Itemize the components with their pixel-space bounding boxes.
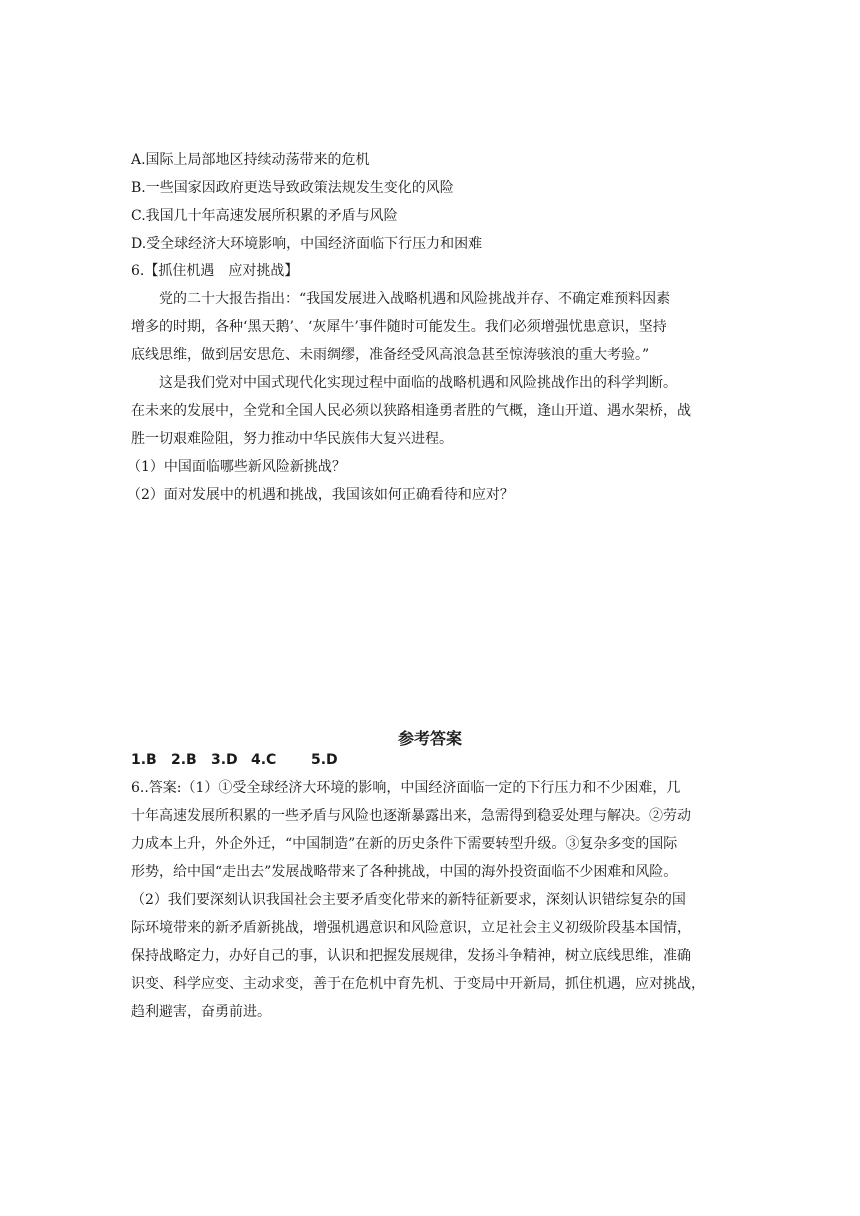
- sub-question-1: （1）中国面临哪些新风险新挑战？: [127, 459, 346, 475]
- answer-2: 2.B: [171, 752, 197, 768]
- answer-6-line: 力成本上升，外企外迁，“中国制造”在新的历史条件下需要转型升级。③复杂多变的国际: [131, 836, 678, 852]
- question-6: [127, 257, 731, 509]
- question-6-title: 6.【抓住机遇 应对挑战】: [131, 263, 299, 279]
- answer-6-line: 趋利避害，奋勇前进。: [131, 1004, 271, 1020]
- paragraph-2-line: 这是我们党对中国式现代化实现过程中面临的战略机遇和风险挑战作出的科学判断。: [159, 375, 677, 391]
- answer-5: 5.D: [311, 752, 338, 768]
- answer-6-line: 保持战略定力，办好自己的事，认识和把握发展规律，发扬斗争精神，树立底线思维，准确: [131, 948, 691, 964]
- answer-6-line: 形势，给中国“走出去”发展战略带来了各种挑战，中国的海外投资面临不少困难和风险。: [131, 864, 678, 880]
- answer-3: 3.D: [211, 752, 238, 768]
- option-d: D.受全球经济大环境影响，中国经济面临下行压力和困难: [131, 236, 483, 252]
- question-6-paragraph-1: [131, 285, 731, 369]
- paragraph-2-line: 胜一切艰难险阻，努力推动中华民族伟大复兴进程。: [131, 431, 453, 447]
- question-6-paragraph-2: [131, 369, 731, 453]
- option-c: C.我国几十年高速发展所积累的矛盾与风险: [131, 208, 398, 224]
- answer-6-line: 6..答案:（1）①受全球经济大环境的影响，中国经济面临一定的下行压力和不少困难，几: [131, 780, 681, 796]
- paragraph-1-line: 增多的时期，各种‘黑天鹅’、‘灰犀牛’事件随时可能发生。我们必须增强忧患意识，坚持: [131, 319, 667, 335]
- answer-4: 4.C: [251, 752, 277, 768]
- paragraph-2-line: 在未来的发展中，全党和全国人民必须以狭路相逢勇者胜的气概，逢山开道、遇水架桥，战: [131, 403, 691, 419]
- option-b: B.一些国家因政府更迭导致政策法规发生变化的风险: [131, 180, 454, 196]
- answer-6: [131, 774, 731, 1026]
- paragraph-1-line: 底线思维，做到居安思危、未雨绸缪，准备经受风高浪急甚至惊涛骇浪的重大考验。”: [131, 347, 650, 363]
- sub-question-2: （2）面对发展中的机遇和挑战，我国该如何正确看待和应对？: [127, 487, 514, 503]
- answer-6-line: （2）我们要深刻认识我国社会主要矛盾变化带来的新特征新要求，深刻认识错综复杂的国: [131, 892, 686, 908]
- option-a: A.国际上局部地区持续动荡带来的危机: [131, 152, 370, 168]
- answer-6-line: 识变、科学应变、主动求变，善于在危机中育先机、于变局中开新局，抓住机遇，应对挑战，: [131, 976, 705, 992]
- answer-1: 1.B: [131, 752, 157, 768]
- answer-options: [131, 146, 731, 258]
- answer-6-line: 际环境带来的新矛盾新挑战，增强机遇意识和风险意识，立足社会主义初级阶段基本国情，: [131, 920, 691, 936]
- paragraph-1-line: 党的二十大报告指出：“我国发展进入战略机遇和风险挑战并存、不确定难预料因素: [159, 291, 671, 307]
- answer-heading: 参考答案: [397, 729, 462, 748]
- answer-6-line: 十年高速发展所积累的一些矛盾与风险也逐渐暴露出来，急需得到稳妥处理与解决。②劳动: [131, 808, 691, 824]
- multiple-choice-answers: [131, 748, 338, 772]
